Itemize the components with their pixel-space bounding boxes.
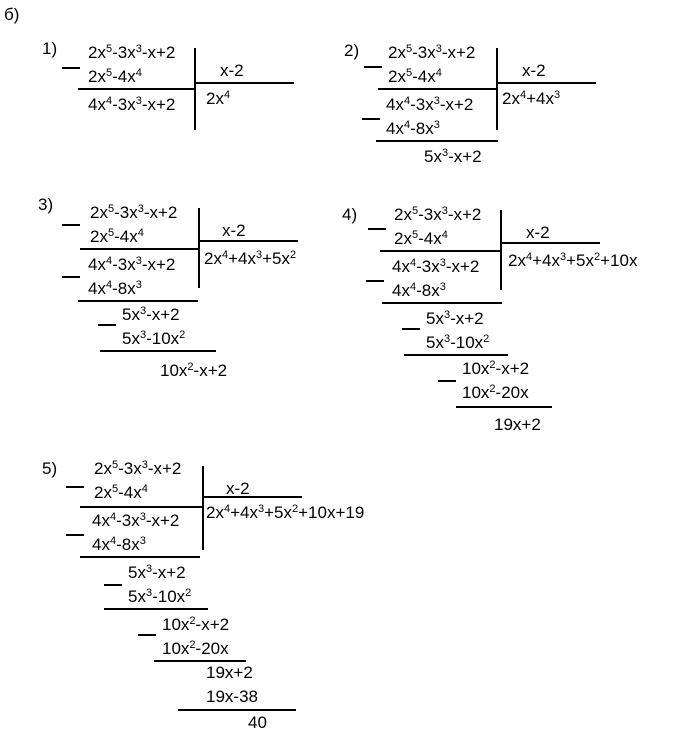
- quotient: $2x^4+4x^3+5x^2+10x$: [508, 251, 638, 270]
- subtrahend: $5x^3-10x^2$: [128, 587, 192, 606]
- division-bar-horizontal: [500, 242, 600, 244]
- step-number: 3): [38, 195, 54, 214]
- partial-remainder: $4x^4-3x^3-x+2$: [88, 255, 176, 274]
- subtraction-line: [78, 88, 194, 90]
- minus-sign: [364, 66, 382, 68]
- subtraction-line: [100, 350, 216, 352]
- partial-remainder: $10x^2-x+2$: [462, 359, 530, 378]
- dividend: $2x^5-3x^3-x+2$: [394, 205, 482, 224]
- minus-sign: [138, 634, 156, 636]
- subtrahend: $2x^5-4x^4$: [94, 483, 148, 502]
- minus-sign: [66, 486, 84, 488]
- division-bar-horizontal: [496, 82, 596, 84]
- step-number: 4): [342, 205, 358, 224]
- divisor: x-2: [222, 221, 246, 240]
- minus-sign: [66, 534, 84, 536]
- subtraction-line: [178, 709, 296, 711]
- divisor: x-2: [220, 61, 244, 80]
- minus-sign: [402, 328, 420, 330]
- remainder: $10x^2-x+2$: [160, 361, 228, 380]
- partial-remainder: $5x^3-x+2$: [426, 309, 484, 328]
- dividend: $2x^5-3x^3-x+2$: [388, 43, 476, 62]
- minus-sign: [62, 276, 80, 278]
- subtrahend: $10x^2-20x$: [462, 383, 529, 402]
- subtrahend: $2x^5-4x^4$: [394, 229, 448, 248]
- partial-remainder: 19x+2: [206, 663, 253, 682]
- step-number: 2): [344, 41, 360, 60]
- subtraction-line: [78, 300, 198, 302]
- minus-sign: [98, 324, 116, 326]
- quotient: $2x^4+4x^3+5x^2+10x+19$: [206, 503, 365, 522]
- division-bar-vertical: [198, 208, 200, 288]
- dividend: $2x^5-3x^3-x+2$: [90, 203, 178, 222]
- section-label: б): [4, 5, 20, 24]
- division-bar-vertical: [500, 210, 502, 290]
- division-bar-horizontal: [194, 82, 294, 84]
- step-number: 1): [42, 39, 58, 58]
- subtraction-line: [80, 248, 198, 250]
- subtrahend: $5x^3-10x^2$: [122, 329, 186, 348]
- division-bar-vertical: [194, 48, 196, 130]
- remainder: 40: [248, 713, 267, 732]
- remainder: 19x+2: [494, 415, 541, 434]
- remainder: $5x^3-x+2$: [424, 147, 482, 166]
- partial-remainder: $5x^3-x+2$: [122, 305, 180, 324]
- quotient: $2x^4+4x^3$: [502, 89, 561, 108]
- partial-remainder: $5x^3-x+2$: [128, 563, 186, 582]
- minus-sign: [62, 224, 80, 226]
- partial-remainder: $4x^4-3x^3-x+2$: [92, 511, 180, 530]
- minus-sign: [362, 118, 380, 120]
- minus-sign: [62, 67, 80, 69]
- partial-remainder: $10x^2-x+2$: [162, 615, 230, 634]
- partial-remainder: $4x^4-3x^3-x+2$: [392, 257, 480, 276]
- subtrahend: 19x-38: [206, 687, 258, 706]
- division-bar-vertical: [202, 466, 204, 550]
- subtraction-line: [80, 506, 202, 508]
- dividend: $2x^5-3x^3-x+2$: [94, 459, 182, 478]
- divisor: x-2: [226, 479, 250, 498]
- division-bar-vertical: [496, 48, 498, 130]
- subtrahend: $4x^4-8x^3$: [88, 279, 142, 298]
- quotient: $2x^4$: [206, 89, 231, 108]
- subtrahend: $4x^4-8x^3$: [386, 119, 440, 138]
- subtrahend: $5x^3-10x^2$: [426, 333, 490, 352]
- subtraction-line: [404, 354, 508, 356]
- subtraction-line: [154, 660, 246, 662]
- remainder: $4x^4-3x^3-x+2$: [88, 95, 176, 114]
- subtraction-line: [378, 88, 496, 90]
- division-bar-horizontal: [198, 240, 298, 242]
- subtraction-line: [104, 608, 208, 610]
- subtraction-line: [376, 140, 498, 142]
- minus-sign: [366, 280, 384, 282]
- subtraction-line: [380, 250, 500, 252]
- subtrahend: $4x^4-8x^3$: [392, 281, 446, 300]
- divisor: x-2: [526, 223, 550, 242]
- minus-sign: [104, 584, 122, 586]
- dividend: $2x^5-3x^3-x+2$: [88, 43, 176, 62]
- partial-remainder: $4x^4-3x^3-x+2$: [386, 95, 474, 114]
- division-bar-horizontal: [202, 496, 302, 498]
- subtraction-line: [382, 302, 502, 304]
- minus-sign: [368, 228, 386, 230]
- subtrahend: $10x^2-20x$: [162, 639, 229, 658]
- subtrahend: $2x^5-4x^4$: [90, 227, 144, 246]
- subtraction-line: [456, 406, 552, 408]
- subtrahend: $4x^4-8x^3$: [92, 535, 146, 554]
- quotient: $2x^4+4x^3+5x^2$: [204, 249, 297, 268]
- subtrahend: $2x^5-4x^4$: [388, 67, 442, 86]
- minus-sign: [438, 380, 456, 382]
- divisor: x-2: [522, 61, 546, 80]
- subtrahend: $2x^5-4x^4$: [88, 67, 142, 86]
- step-number: 5): [42, 459, 58, 478]
- subtraction-line: [80, 556, 200, 558]
